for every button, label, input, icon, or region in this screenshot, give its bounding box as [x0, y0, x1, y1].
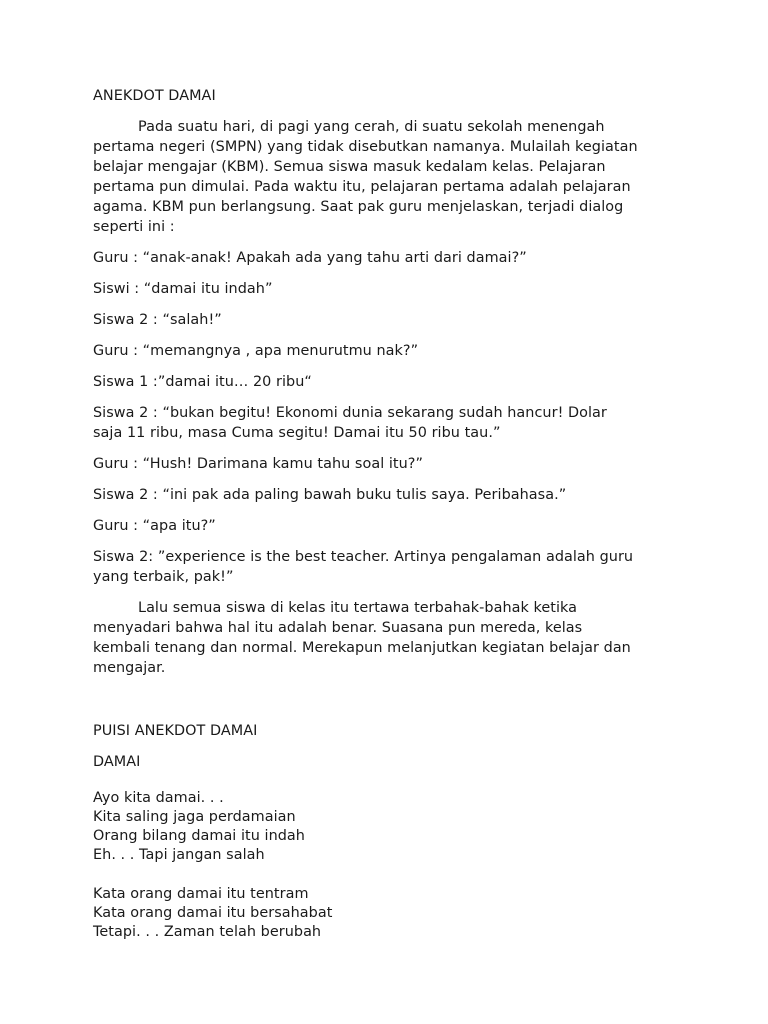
- poem-line: Ayo kita damai. . .: [93, 790, 224, 806]
- intro-paragraph: Pada suatu hari, di pagi yang cerah, di suatu sekolah menengah pertama negeri (SMPN) yang tidak disebutkan namanya. Mulailah kegiatan belajar mengajar (KBM). Semua siswa masuk kedalam kelas. Pelajaran pertama pun dimulai. Pada waktu itu, pelajaran pertama adalah pelajaran agama. KBM pun berlangsung. Saat pak guru menjelaskan, terjadi dialog seperti ini :: [93, 119, 638, 235]
- poem-section-title: PUISI ANEKDOT DAMAI: [93, 723, 258, 739]
- poem-stanza-1: [93, 789, 713, 865]
- document-title: ANEKDOT DAMAI: [93, 88, 216, 104]
- dialog-line: Siswa 2 : “salah!”: [93, 312, 222, 328]
- dialog-line: Guru : “memangnya , apa menurutmu nak?”: [93, 343, 419, 359]
- dialog-line: Siswa 1 :”damai itu… 20 ribu“: [93, 374, 312, 390]
- poem-title: DAMAI: [93, 754, 141, 770]
- poem-line: Orang bilang damai itu indah: [93, 828, 305, 844]
- dialog-line: Siswa 2 : “ini pak ada paling bawah buku tulis saya. Peribahasa.”: [93, 487, 567, 503]
- dialog-line: Siswa 2 : “bukan begitu! Ekonomi dunia sekarang sudah hancur! Dolar saja 11 ribu, masa Cuma segitu! Damai itu 50 ribu tau.”: [93, 405, 607, 441]
- dialog-line: Siswi : “damai itu indah”: [93, 281, 273, 297]
- document-page: [93, 86, 713, 962]
- poem-stanza-2: [93, 885, 713, 942]
- dialog-line: Guru : “Hush! Darimana kamu tahu soal itu?”: [93, 456, 423, 472]
- dialog-line: Guru : “anak-anak! Apakah ada yang tahu arti dari damai?”: [93, 250, 527, 266]
- closing-paragraph: Lalu semua siswa di kelas itu tertawa terbahak-bahak ketika menyadari bahwa hal itu adalah benar. Suasana pun mereda, kelas kembali tenang dan normal. Merekapun melanjutkan kegiatan belajar dan mengajar.: [93, 600, 631, 676]
- poem-line: Kita saling jaga perdamaian: [93, 809, 296, 825]
- dialog-line: Siswa 2: ”experience is the best teacher. Artinya pengalaman adalah guru yang terbaik, pak!”: [93, 549, 634, 585]
- poem-line: Eh. . . Tapi jangan salah: [93, 847, 265, 863]
- poem-line: Kata orang damai itu tentram: [93, 886, 309, 902]
- poem-line: Kata orang damai itu bersahabat: [93, 905, 333, 921]
- dialog-section: [93, 248, 713, 587]
- dialog-line: Guru : “apa itu?”: [93, 518, 216, 534]
- poem-line: Tetapi. . . Zaman telah berubah: [93, 924, 322, 940]
